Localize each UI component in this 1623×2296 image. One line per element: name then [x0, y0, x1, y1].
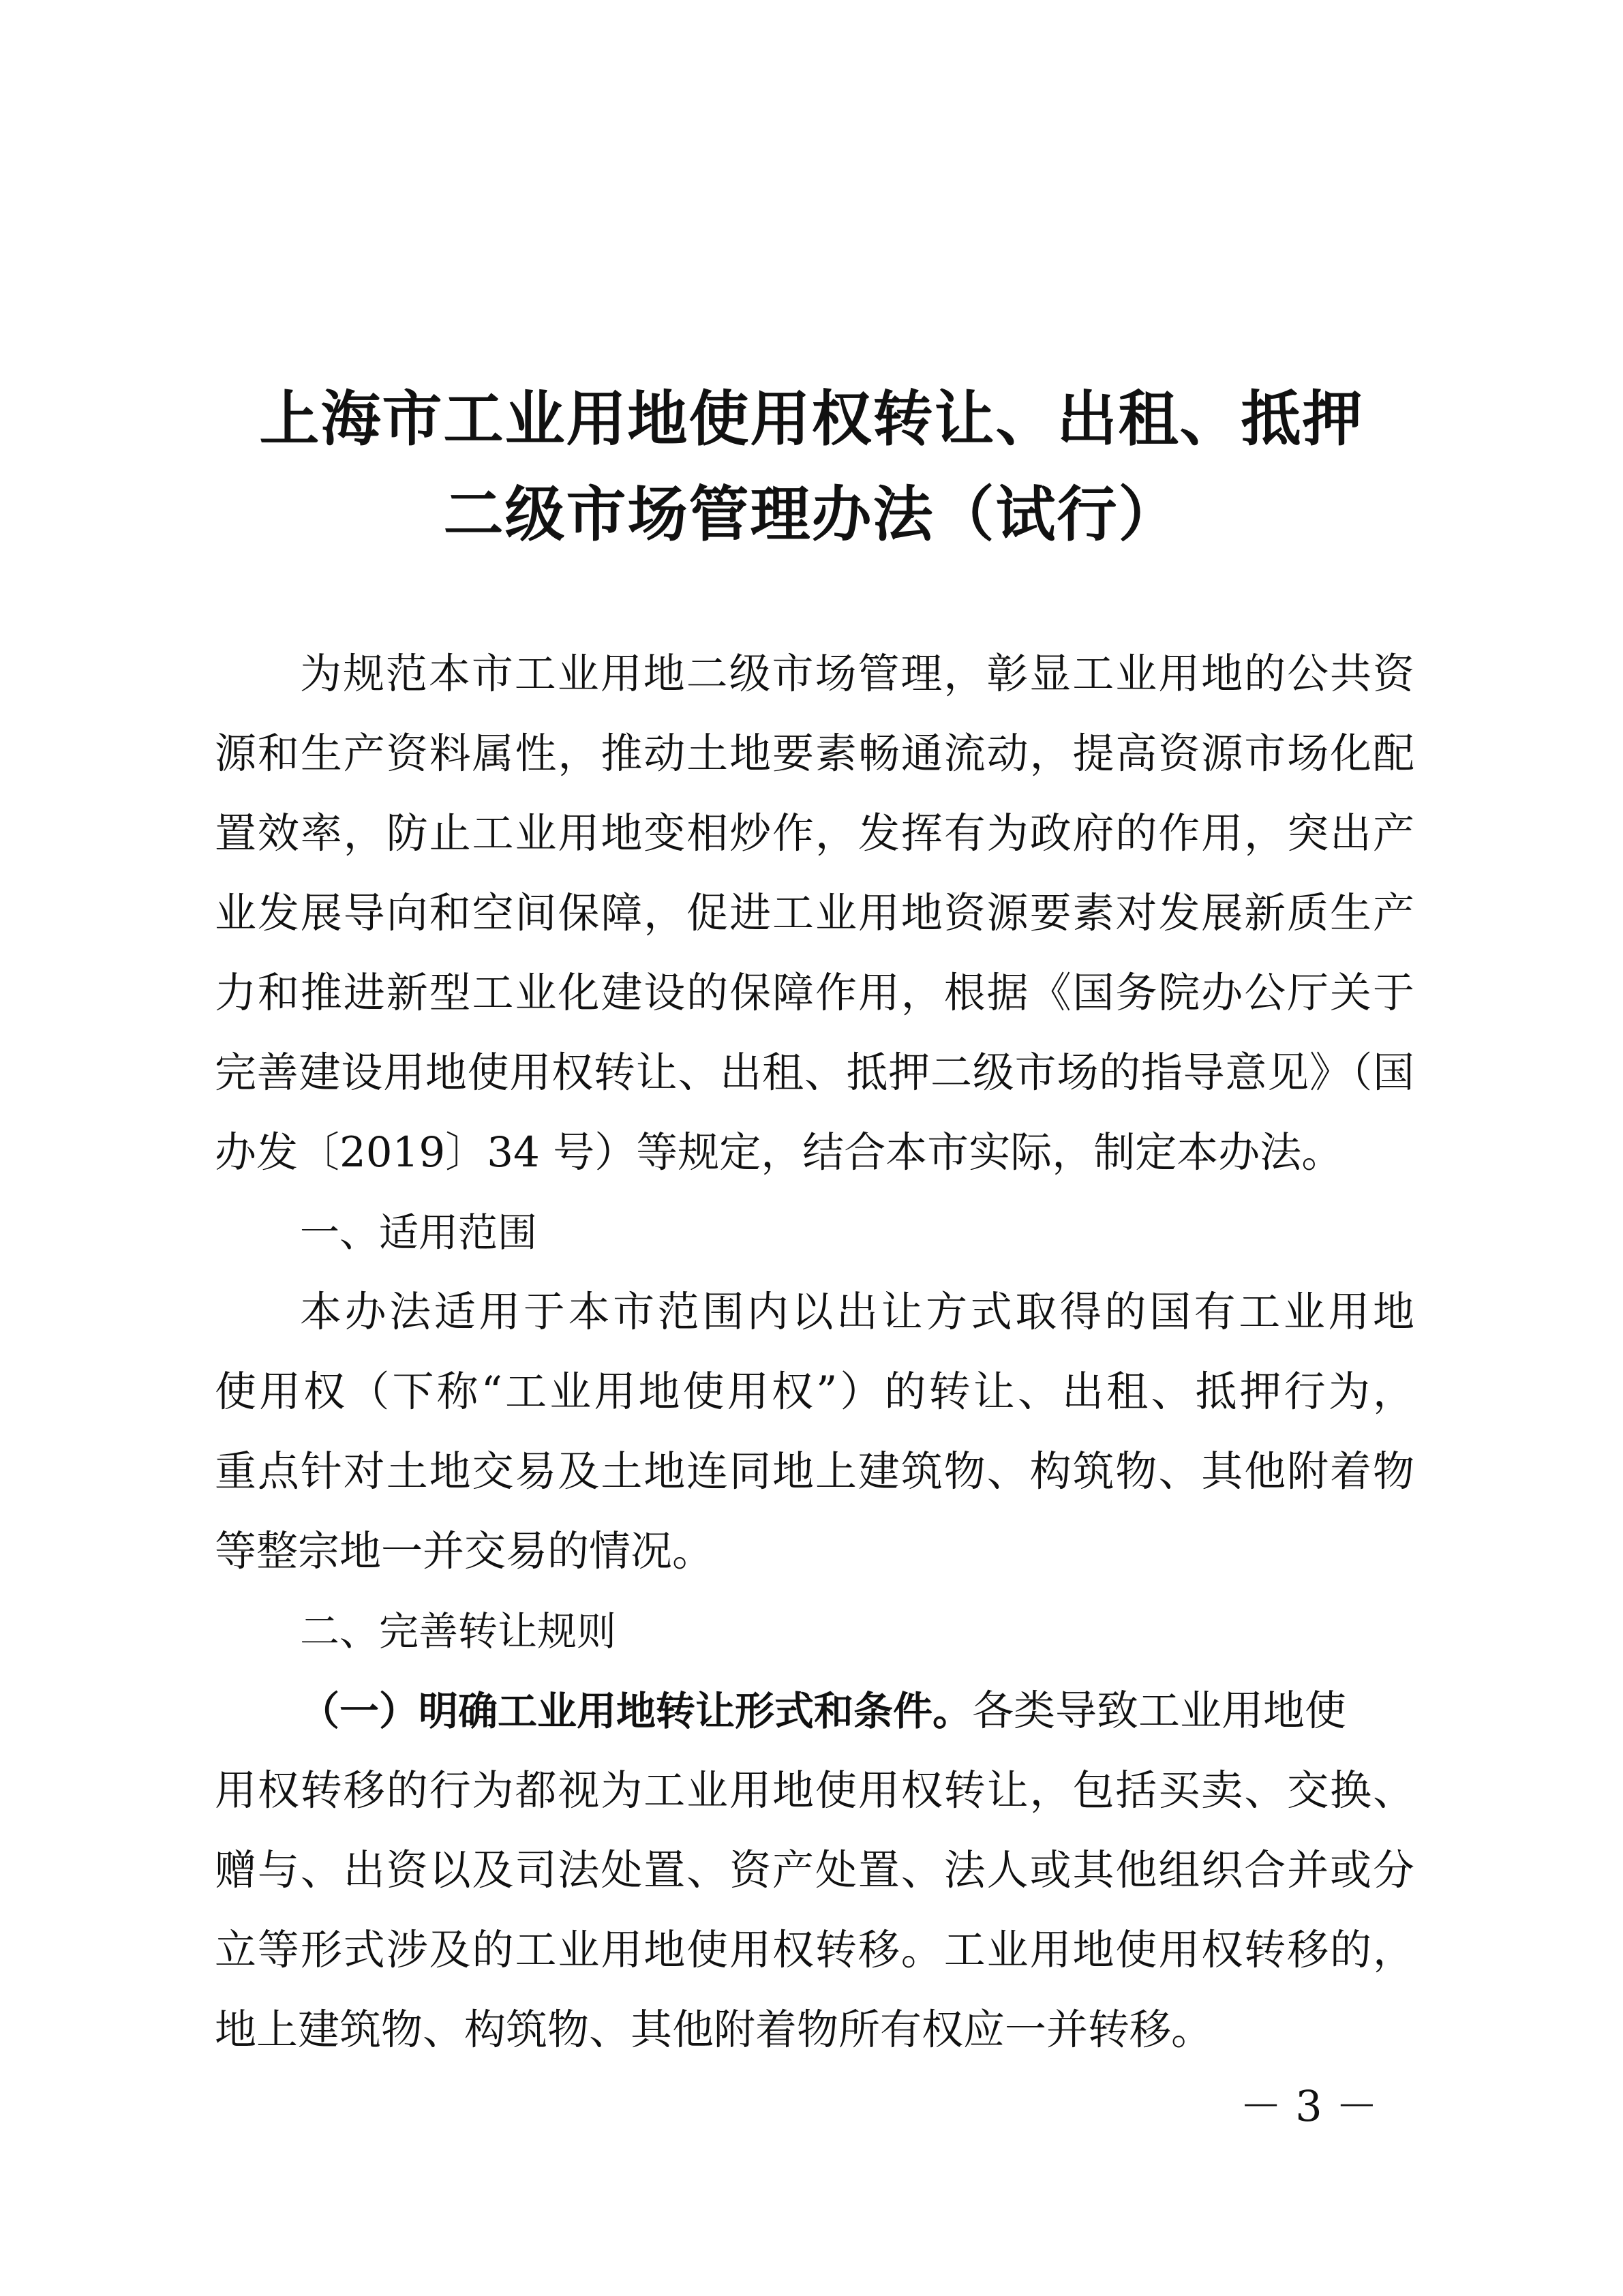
paragraph-line: 本办法适用于本市范围内以出让方式取得的国有工业用地: [300, 1288, 1414, 1336]
paragraph-line: 用权转移的行为都视为工业用地使用权转让，包括买卖、交换、: [215, 1766, 1414, 1815]
paragraph-line: [300, 1671, 1414, 1751]
paragraph-line: 办发〔2019〕34 号）等规定，结合本市实际，制定本办法。: [215, 1128, 1344, 1177]
paragraph-line: 置效率，防止工业用地变相炒作，发挥有为政府的作用，突出产: [215, 809, 1414, 858]
paragraph-line: 地上建筑物、构筑物、其他附着物所有权应一并转移。: [215, 2006, 1213, 2054]
paragraph-line: 完善建设用地使用权转让、出租、抵押二级市场的指导意见》（国: [215, 1048, 1414, 1097]
page-number: － 3 －: [1239, 2081, 1378, 2131]
item-lead-in: （一）明确工业用地转让形式和条件。: [300, 1688, 973, 1734]
section-1-heading: 一、适用范围: [300, 1209, 538, 1256]
paragraph-line: 力和推进新型工业化建设的保障作用，根据《国务院办公厅关于: [215, 969, 1414, 1017]
paragraph-line: 为规范本市工业用地二级市场管理，彰显工业用地的公共资: [300, 650, 1414, 698]
item-text: 各类导致工业用地使: [972, 1687, 1347, 1735]
document-title-line-2: 二级市场管理办法（试行）: [443, 479, 1180, 549]
paragraph-line: 赠与、出资以及司法处置、资产处置、法人或其他组织合并或分: [215, 1846, 1414, 1894]
paragraph-line: 业发展导向和空间保障，促进工业用地资源要素对发展新质生产: [215, 889, 1414, 937]
section-2-heading: 二、完善转让规则: [300, 1608, 617, 1655]
paragraph-line: 源和生产资料属性，推动土地要素畅通流动，提高资源市场化配: [215, 729, 1414, 778]
document-title-line-1: 上海市工业用地使用权转让、出租、抵押: [259, 384, 1364, 454]
paragraph-line: 等整宗地一并交易的情况。: [215, 1527, 714, 1575]
paragraph-line: 使用权（下称“工业用地使用权”）的转让、出租、抵押行为，: [215, 1368, 1414, 1416]
paragraph-line: 立等形式涉及的工业用地使用权转移。工业用地使用权转移的，: [215, 1926, 1414, 1974]
paragraph-line: 重点针对土地交易及土地连同地上建筑物、构筑物、其他附着物: [215, 1447, 1414, 1496]
